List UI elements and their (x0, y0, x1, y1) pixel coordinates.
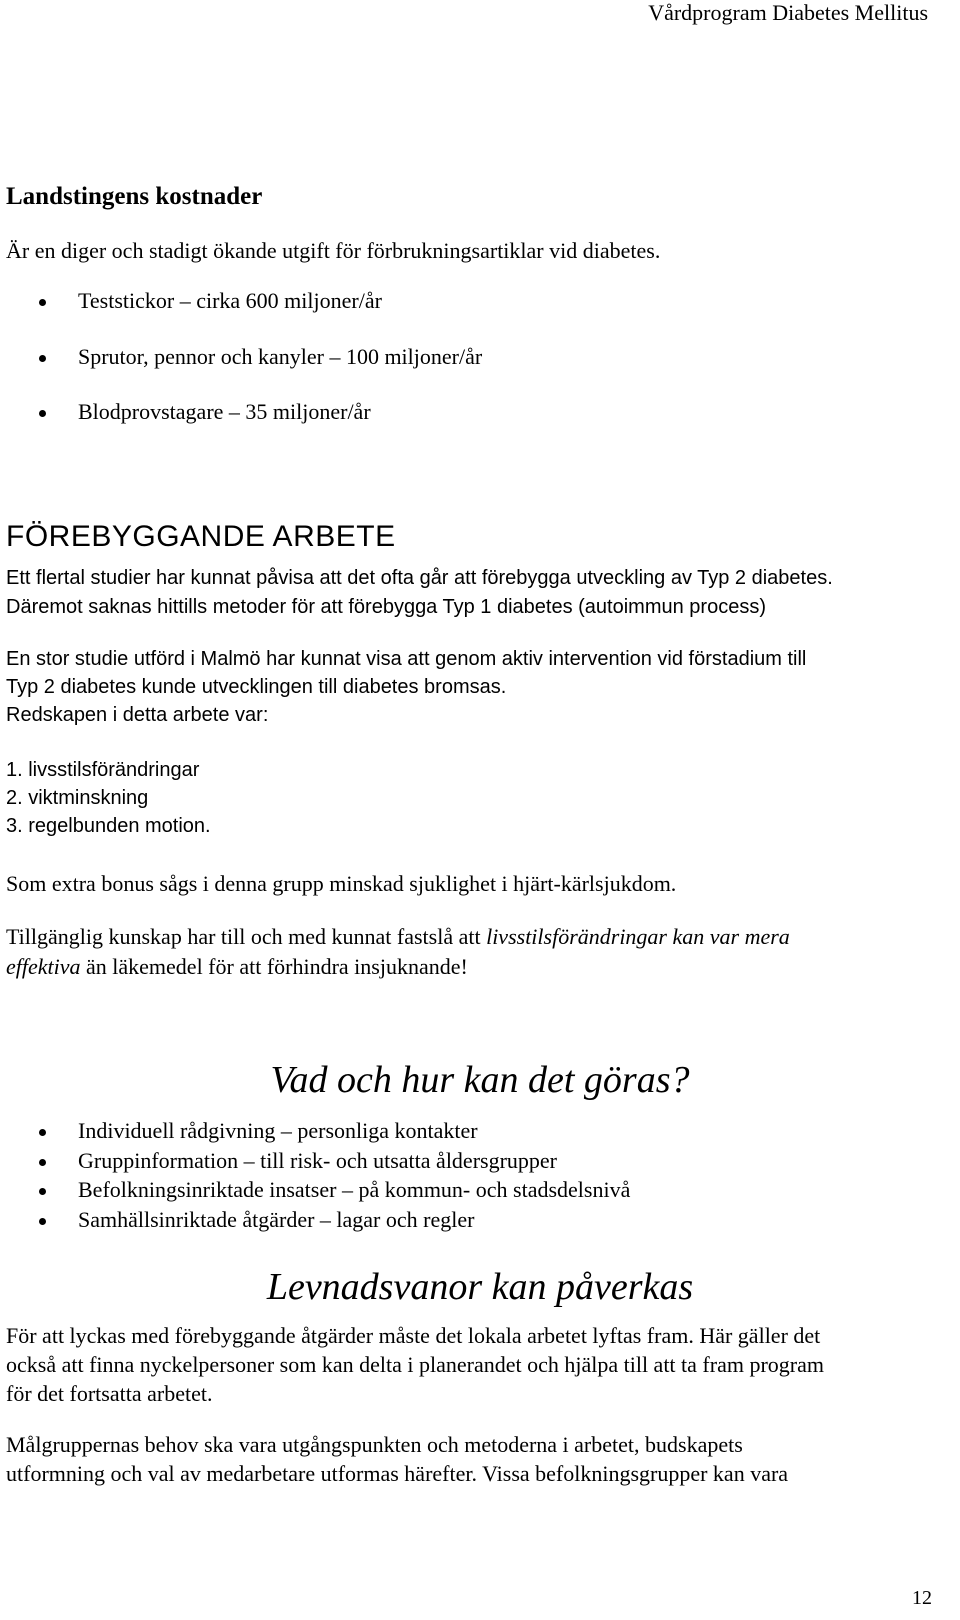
knowledge-line-2 (6, 954, 468, 980)
tools-item: 3. regelbunden motion. (6, 815, 211, 837)
list-item: Sprutor, pennor och kanyler – 100 miljoner/år (78, 344, 483, 369)
bullet-icon (39, 1218, 46, 1225)
lifestyle-heading: Levnadsvanor kan påverkas (266, 1266, 694, 1308)
list-item: Individuell rådgivning – personliga kontakter (78, 1118, 478, 1143)
lifestyle-paragraph-line: För att lyckas med förebyggande åtgärder måste det lokala arbetet lyftas fram. Här gäller det (6, 1323, 821, 1348)
list-item: Gruppinformation – till risk- och utsatta åldersgrupper (78, 1148, 557, 1173)
target-groups-line: Målgruppernas behov ska vara utgångspunkten och metoderna i arbetet, budskapets (6, 1432, 743, 1457)
knowledge-emphasis: effektiva (6, 954, 81, 979)
target-groups-line: utformning och val av medarbetare utformas härefter. Vissa befolkningsgrupper kan vara (6, 1461, 789, 1486)
knowledge-text: Tillgänglig kunskap har till och med kunnat fastslå att (6, 924, 487, 949)
study-paragraph-line: Typ 2 diabetes kunde utvecklingen till diabetes bromsas. (6, 676, 507, 698)
study-paragraph-line: En stor studie utförd i Malmö har kunnat visa att genom aktiv intervention vid förstadium till (6, 648, 807, 670)
tools-label: Redskapen i detta arbete var: (6, 704, 269, 726)
knowledge-text: än läkemedel för att förhindra insjuknande! (80, 954, 468, 979)
tools-item: 1. livsstilsförändringar (6, 759, 200, 781)
list-item: Teststickor – cirka 600 miljoner/år (78, 288, 382, 313)
knowledge-emphasis: livsstilsförändringar kan var mera (486, 924, 790, 949)
costs-intro: Är en diger och stadigt ökande utgift för förbrukningsartiklar vid diabetes. (6, 238, 661, 263)
prevention-paragraph-line: Ett flertal studier har kunnat påvisa att det ofta går att förebygga utveckling av Typ 2 diabetes. (6, 567, 833, 589)
prevention-paragraph-line: Däremot saknas hittills metoder för att förebygga Typ 1 diabetes (autoimmun process) (6, 596, 766, 618)
prevention-heading: FÖREBYGGANDE ARBETE (6, 520, 396, 553)
bullet-icon (39, 299, 46, 306)
what-to-do-heading: Vad och hur kan det göras? (270, 1059, 690, 1101)
list-item: Blodprovstagare – 35 miljoner/år (78, 399, 371, 424)
bullet-icon (39, 1129, 46, 1136)
lifestyle-paragraph-line: också att finna nyckelpersoner som kan delta i planerandet och hjälpa till att ta fram program (6, 1352, 824, 1377)
page-number: 12 (912, 1587, 932, 1609)
bullet-icon (39, 355, 46, 362)
bullet-icon (39, 1188, 46, 1195)
lifestyle-paragraph-line: för det fortsatta arbetet. (6, 1381, 213, 1406)
tools-item: 2. viktminskning (6, 787, 149, 809)
list-item: Samhällsinriktade åtgärder – lagar och regler (78, 1207, 475, 1232)
list-item: Befolkningsinriktade insatser – på kommun- och stadsdelsnivå (78, 1177, 631, 1202)
bullet-icon (39, 410, 46, 417)
running-header-title: Vårdprogram Diabetes Mellitus (648, 0, 928, 25)
knowledge-line-1 (6, 924, 790, 950)
bullet-icon (39, 1159, 46, 1166)
bonus-text: Som extra bonus sågs i denna grupp minskad sjuklighet i hjärt-kärlsjukdom. (6, 871, 677, 896)
costs-heading: Landstingens kostnader (6, 183, 263, 210)
